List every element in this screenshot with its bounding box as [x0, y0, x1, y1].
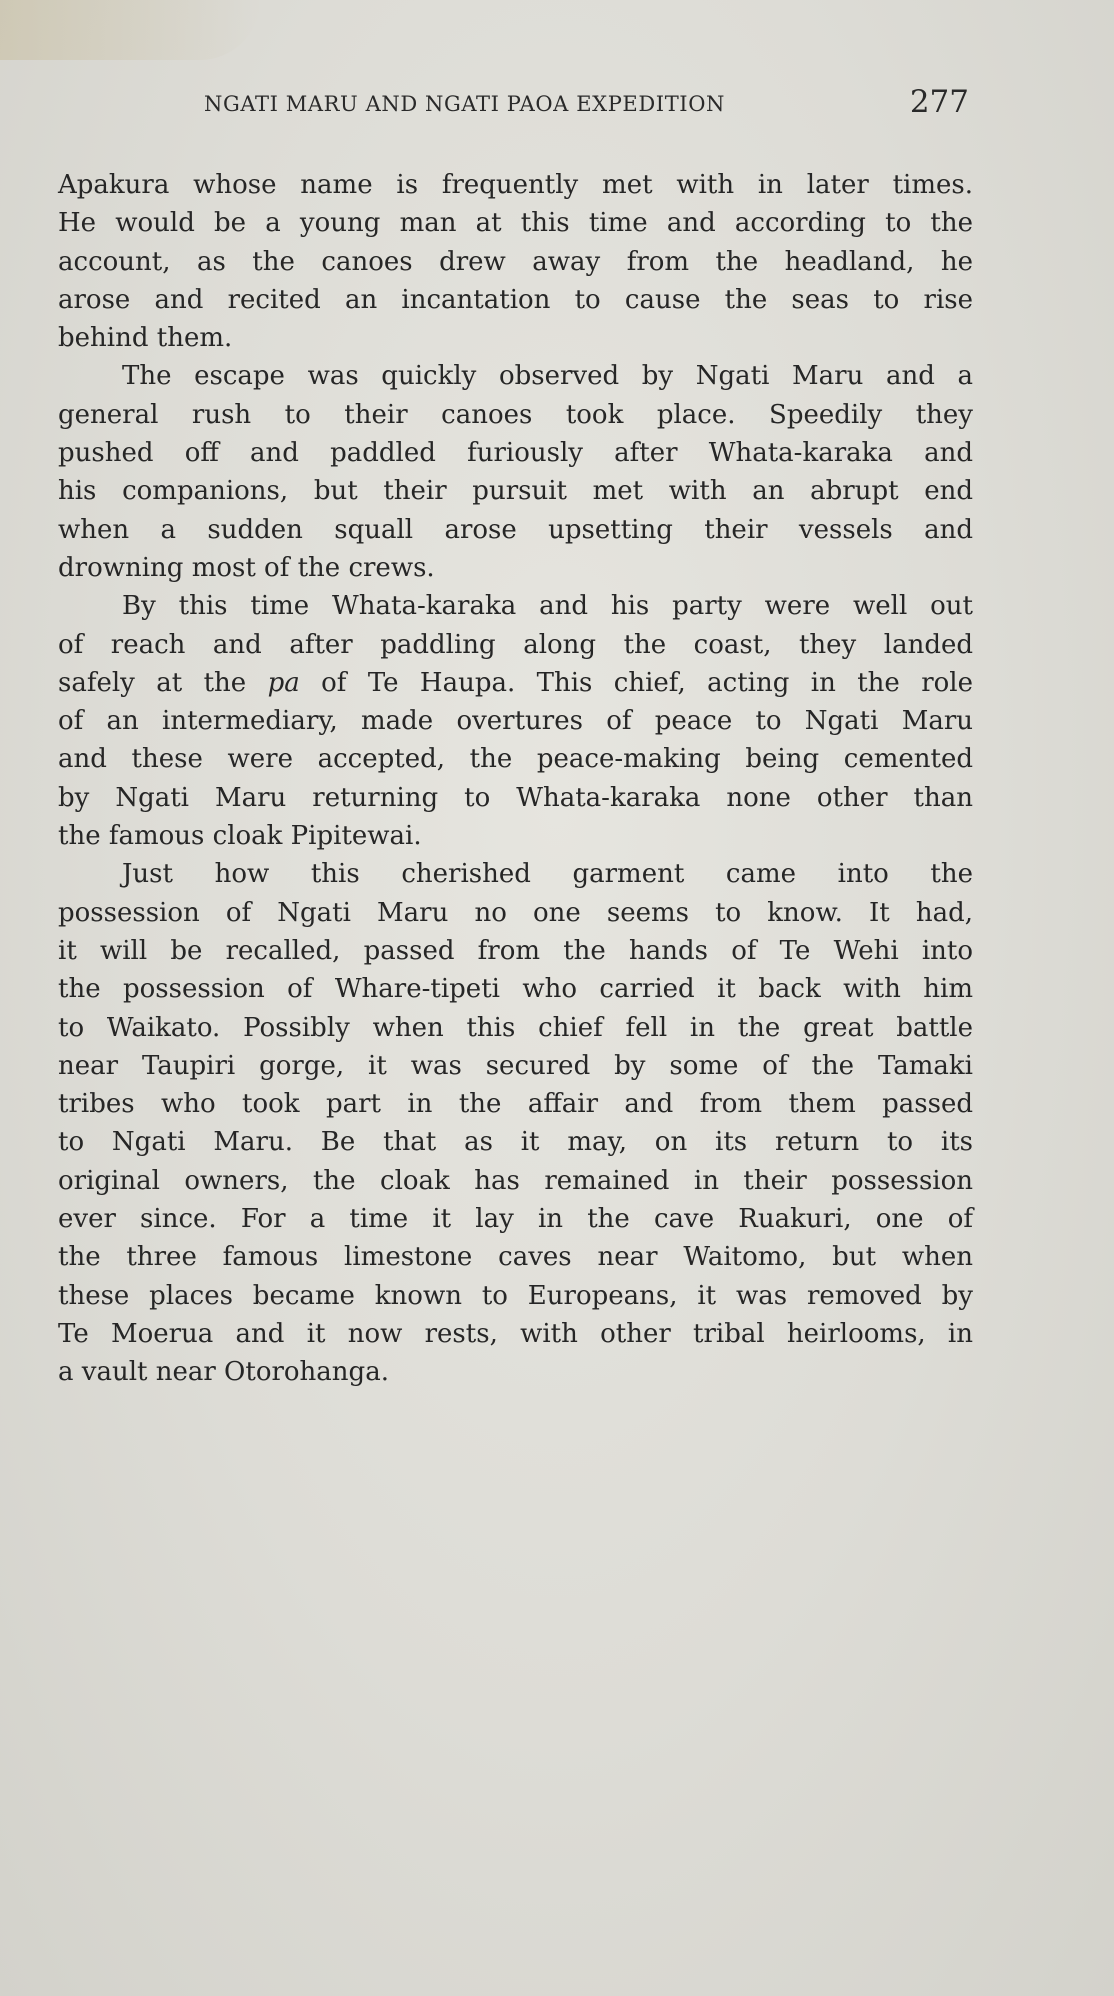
text-line: a vault near Otorohanga. — [58, 1357, 389, 1388]
text-line: The escape was quickly observed by Ngati Maru and a — [122, 361, 973, 392]
text-line: general rush to their canoes took place. Speedily they — [58, 399, 973, 430]
text-line: drowning most of the crews. — [58, 552, 435, 583]
text-line: Te Moerua and it now rests, with other tribal heirlooms, in — [58, 1318, 973, 1349]
page-number: 277 — [909, 84, 969, 120]
text-line italic-line — [58, 664, 973, 702]
text-line: the possession of Whare-tipeti who carried it back with him — [58, 974, 973, 1005]
text-line: to Ngati Maru. Be that as it may, on its return to its — [58, 1127, 973, 1158]
text-line: when a sudden squall arose upsetting their vessels and — [58, 514, 973, 545]
line-segment: of Te Haupa. This chief, acting in the role — [299, 667, 973, 698]
text-line: tribes who took part in the affair and from them passed — [58, 1089, 973, 1120]
text-line: possession of Ngati Maru no one seems to know. It had, — [58, 897, 973, 928]
text-line: pushed off and paddled furiously after Whata-karaka and — [58, 438, 973, 469]
text-line: of an intermediary, made overtures of peace to Ngati Maru — [58, 706, 973, 737]
text-line: to Waikato. Possibly when this chief fell in the great battle — [58, 1012, 973, 1043]
paragraph — [58, 166, 973, 357]
text-line: near Taupiri gorge, it was secured by some of the Tamaki — [58, 1050, 973, 1081]
text-line: of reach and after paddling along the coast, they landed — [58, 629, 973, 660]
running-title: NGATI MARU AND NGATI PAOA EXPEDITION — [204, 92, 725, 116]
text-line: ever since. For a time it lay in the cave Ruakuri, one of — [58, 1204, 973, 1235]
paragraph — [58, 357, 973, 587]
text-line: He would be a young man at this time and according to the — [58, 208, 973, 239]
paragraph — [58, 855, 973, 1391]
text-line: original owners, the cloak has remained in their possession — [58, 1165, 973, 1196]
text-line: it will be recalled, passed from the hands of Te Wehi into — [58, 935, 973, 966]
text-line: behind them. — [58, 323, 233, 354]
text-line: the famous cloak Pipitewai. — [58, 821, 422, 852]
text-line: Just how this cherished garment came into the — [122, 859, 973, 890]
page-header — [58, 80, 973, 130]
italic-term: pa — [267, 667, 300, 698]
text-line: By this time Whata-karaka and his party were well out — [122, 591, 973, 622]
text-line: his companions, but their pursuit met with an abrupt end — [58, 476, 973, 507]
text-line: and these were accepted, the peace-making being cemented — [58, 744, 973, 775]
line-segment: safely at the — [58, 667, 268, 698]
text-line: account, as the canoes drew away from the headland, he — [58, 246, 973, 277]
text-line: the three famous limestone caves near Waitomo, but when — [58, 1242, 973, 1273]
paper-stain — [0, 0, 260, 60]
paragraph — [58, 587, 973, 855]
body-text — [58, 166, 973, 1392]
text-line: these places became known to Europeans, it was removed by — [58, 1280, 973, 1311]
text-line: Apakura whose name is frequently met with in later times. — [58, 170, 973, 200]
text-line: arose and recited an incantation to cause the seas to rise — [58, 284, 973, 315]
text-line: by Ngati Maru returning to Whata-karaka none other than — [58, 782, 973, 813]
